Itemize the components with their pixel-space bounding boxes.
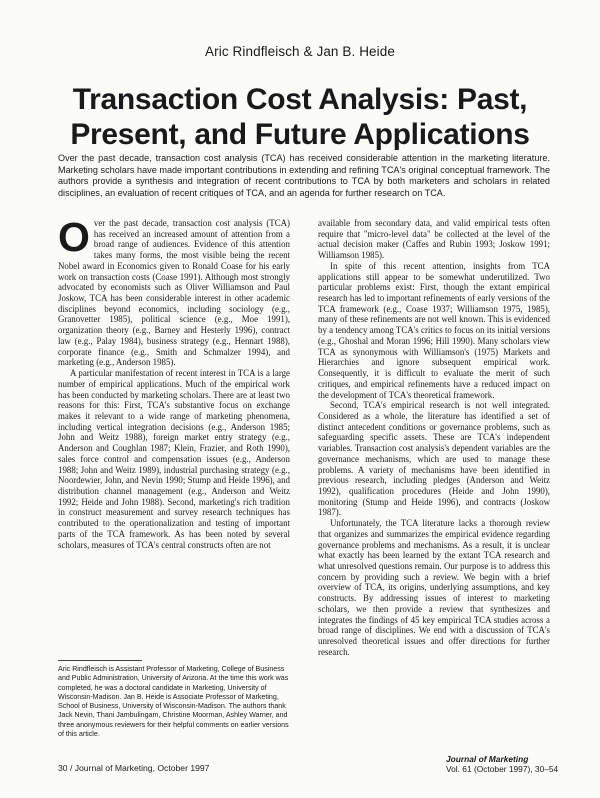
body-column-left [58, 214, 290, 550]
drop-cap: O [58, 214, 90, 260]
journal-citation [446, 754, 558, 775]
footnote-divider [58, 660, 142, 661]
abstract: Over the past decade, transaction cost analysis (TCA) has received considerable attention in the marketing literature. Marketing scholars have made important contributions in extending and refining TCA's original conceptual framework. The authors provide a synthesis and integration of recent contributions to TCA by both marketers and scholars in related disciplines, an evaluation of recent critiques of TCA, and an agenda for further research on TCA. [58, 153, 550, 198]
body-paragraph [58, 214, 290, 368]
body-paragraph: Unfortunately, the TCA literature lacks a thorough review that organizes and summarizes the empirical evidence regarding governance problems and mechanisms. As a result, it is unclear what exactly has been learned by the extant TCA research and what unresolved questions remain. Our purpose is to address this concern by providing such a review. We begin with a brief overview of TCA, its origins, underlying assumptions, and key constructs. By addressing issues of interest to marketing scholars, we then provide a review that synthesizes and integrates the findings of 45 key empirical TCA studies across a broad range of disciplines. We end with a discussion of TCA's unresolved theoretical issues and offer directions for further research. [318, 518, 550, 657]
page-footer: 30 / Journal of Marketing, October 1997 [58, 763, 210, 773]
journal-volume: Vol. 61 (October 1997), 30–54 [446, 764, 559, 775]
body-paragraph: In spite of this recent attention, insights from TCA applications still appear to be somewhat underutilized. Two particular problems exist: First, though the extant empirical research has led to important refinements of early versions of the TCA framework (e.g., Coase 1937; Williamson 1975, 1985), many of these refinements are not well known. This is evidenced by a tendency among TCA's critics to focus on its initial versions (e.g., Ghoshal and Moran 1996; Hill 1990). Many scholars view TCA as synonymous with Williamson's (1975) Markets and Hierarchies and ignore subsequent empirical work. Consequently, it is difficult to evaluate the merit of such critiques, and empirical refinements have a reduced impact on the development of TCA's theoretical framework. [318, 260, 550, 400]
author-footnote: Aric Rindfleisch is Assistant Professor of Marketing, College of Business and Public Administration, University of Arizona. At the time this work was completed, he was a doctoral candidate in Marketing, University of Wisconsin-Madison. Jan B. Heide is Associate Professor of Marketing, School of Business, University of Wisconsin-Madison. The authors thank Jack Nevin, Thani Jambulingam, Christine Moorman, Ashley Warner, and three anonymous reviewers for their helpful comments on earlier versions of this article. [58, 665, 289, 739]
body-column-right [318, 218, 550, 657]
body-paragraph-text: ver the past decade, transaction cost analysis (TCA) has received an increased amount of attention from a broad range of audiences. Evidence of this attention takes many forms, the most visible being the recent Nobel award in Economics given to Ronald Coase for his early work on transaction costs (Coase 1991). Although most strongly advocated by economists such as Oliver Williamson and Paul Joskow, TCA has been considerable interest in other academic disciplines beyond economics, including sociology (e.g., Granovetter 1985), political science (e.g., Moe 1991), organization theory (e.g., Barney and Hesterly 1996), contract law (e.g., Palay 1984), business strategy (e.g., Hennart 1988), corporate finance (e.g., Smith and Schmalzer 1994), and marketing (e.g., Anderson 1985). [58, 218, 290, 368]
body-paragraph: A particular manifestation of recent interest in TCA is a large number of empirical applications. Much of the empirical work has been conducted by marketing scholars. There are at least two reasons for this: First, TCA's substantive focus on exchange makes it relevant to a wide range of marketing phenomena, including vertical integration decisions (e.g., Anderson 1985; John and Weitz 1988), foreign market entry strategy (e.g., Anderson and Coughlan 1987; Klein, Frazier, and Roth 1990), sales force control and compensation issues (e.g., Anderson 1988; John and Weitz 1989), industrial purchasing strategy (e.g., Noordewier, John, and Nevin 1990; Stump and Heide 1996), and distribution channel management (e.g., Anderson and Weitz 1992; Heide and John 1988). Second, marketing's rich tradition in construct measurement and survey research techniques has contributed to the operationalization and testing of important parts of the TCA framework. As has been noted by several scholars, measures of TCA's central constructs often are not [58, 368, 290, 550]
authors: Aric Rindfleisch & Jan B. Heide [205, 44, 395, 59]
body-paragraph: available from secondary data, and valid empirical tests often require that "micro-level data" be collected at the level of the actual decision maker (Caffes and Rubin 1993; Joskow 1991; Williamson 1985). [318, 218, 550, 261]
body-paragraph: Second, TCA's empirical research is not well integrated. Considered as a whole, the literature has identified a set of distinct antecedent conditions or governance problems, such as safeguarding specific assets. These are TCA's independent variables. Transaction cost analysis's dependent variables are the governance mechanisms, which are used to manage these problems. A variety of mechanisms have been identified in previous research, including pledges (Anderson and Weitz 1992), qualification procedures (Heide and John 1990), monitoring (Stump and Heide 1996), and contracts (Joskow 1987). [318, 400, 550, 518]
title-line-1: Transaction Cost Analysis: Past, [72, 83, 528, 116]
title-line-2: Present, and Future Applications [70, 118, 530, 151]
article-title [0, 82, 600, 152]
journal-name: Journal of Marketing [446, 754, 529, 764]
